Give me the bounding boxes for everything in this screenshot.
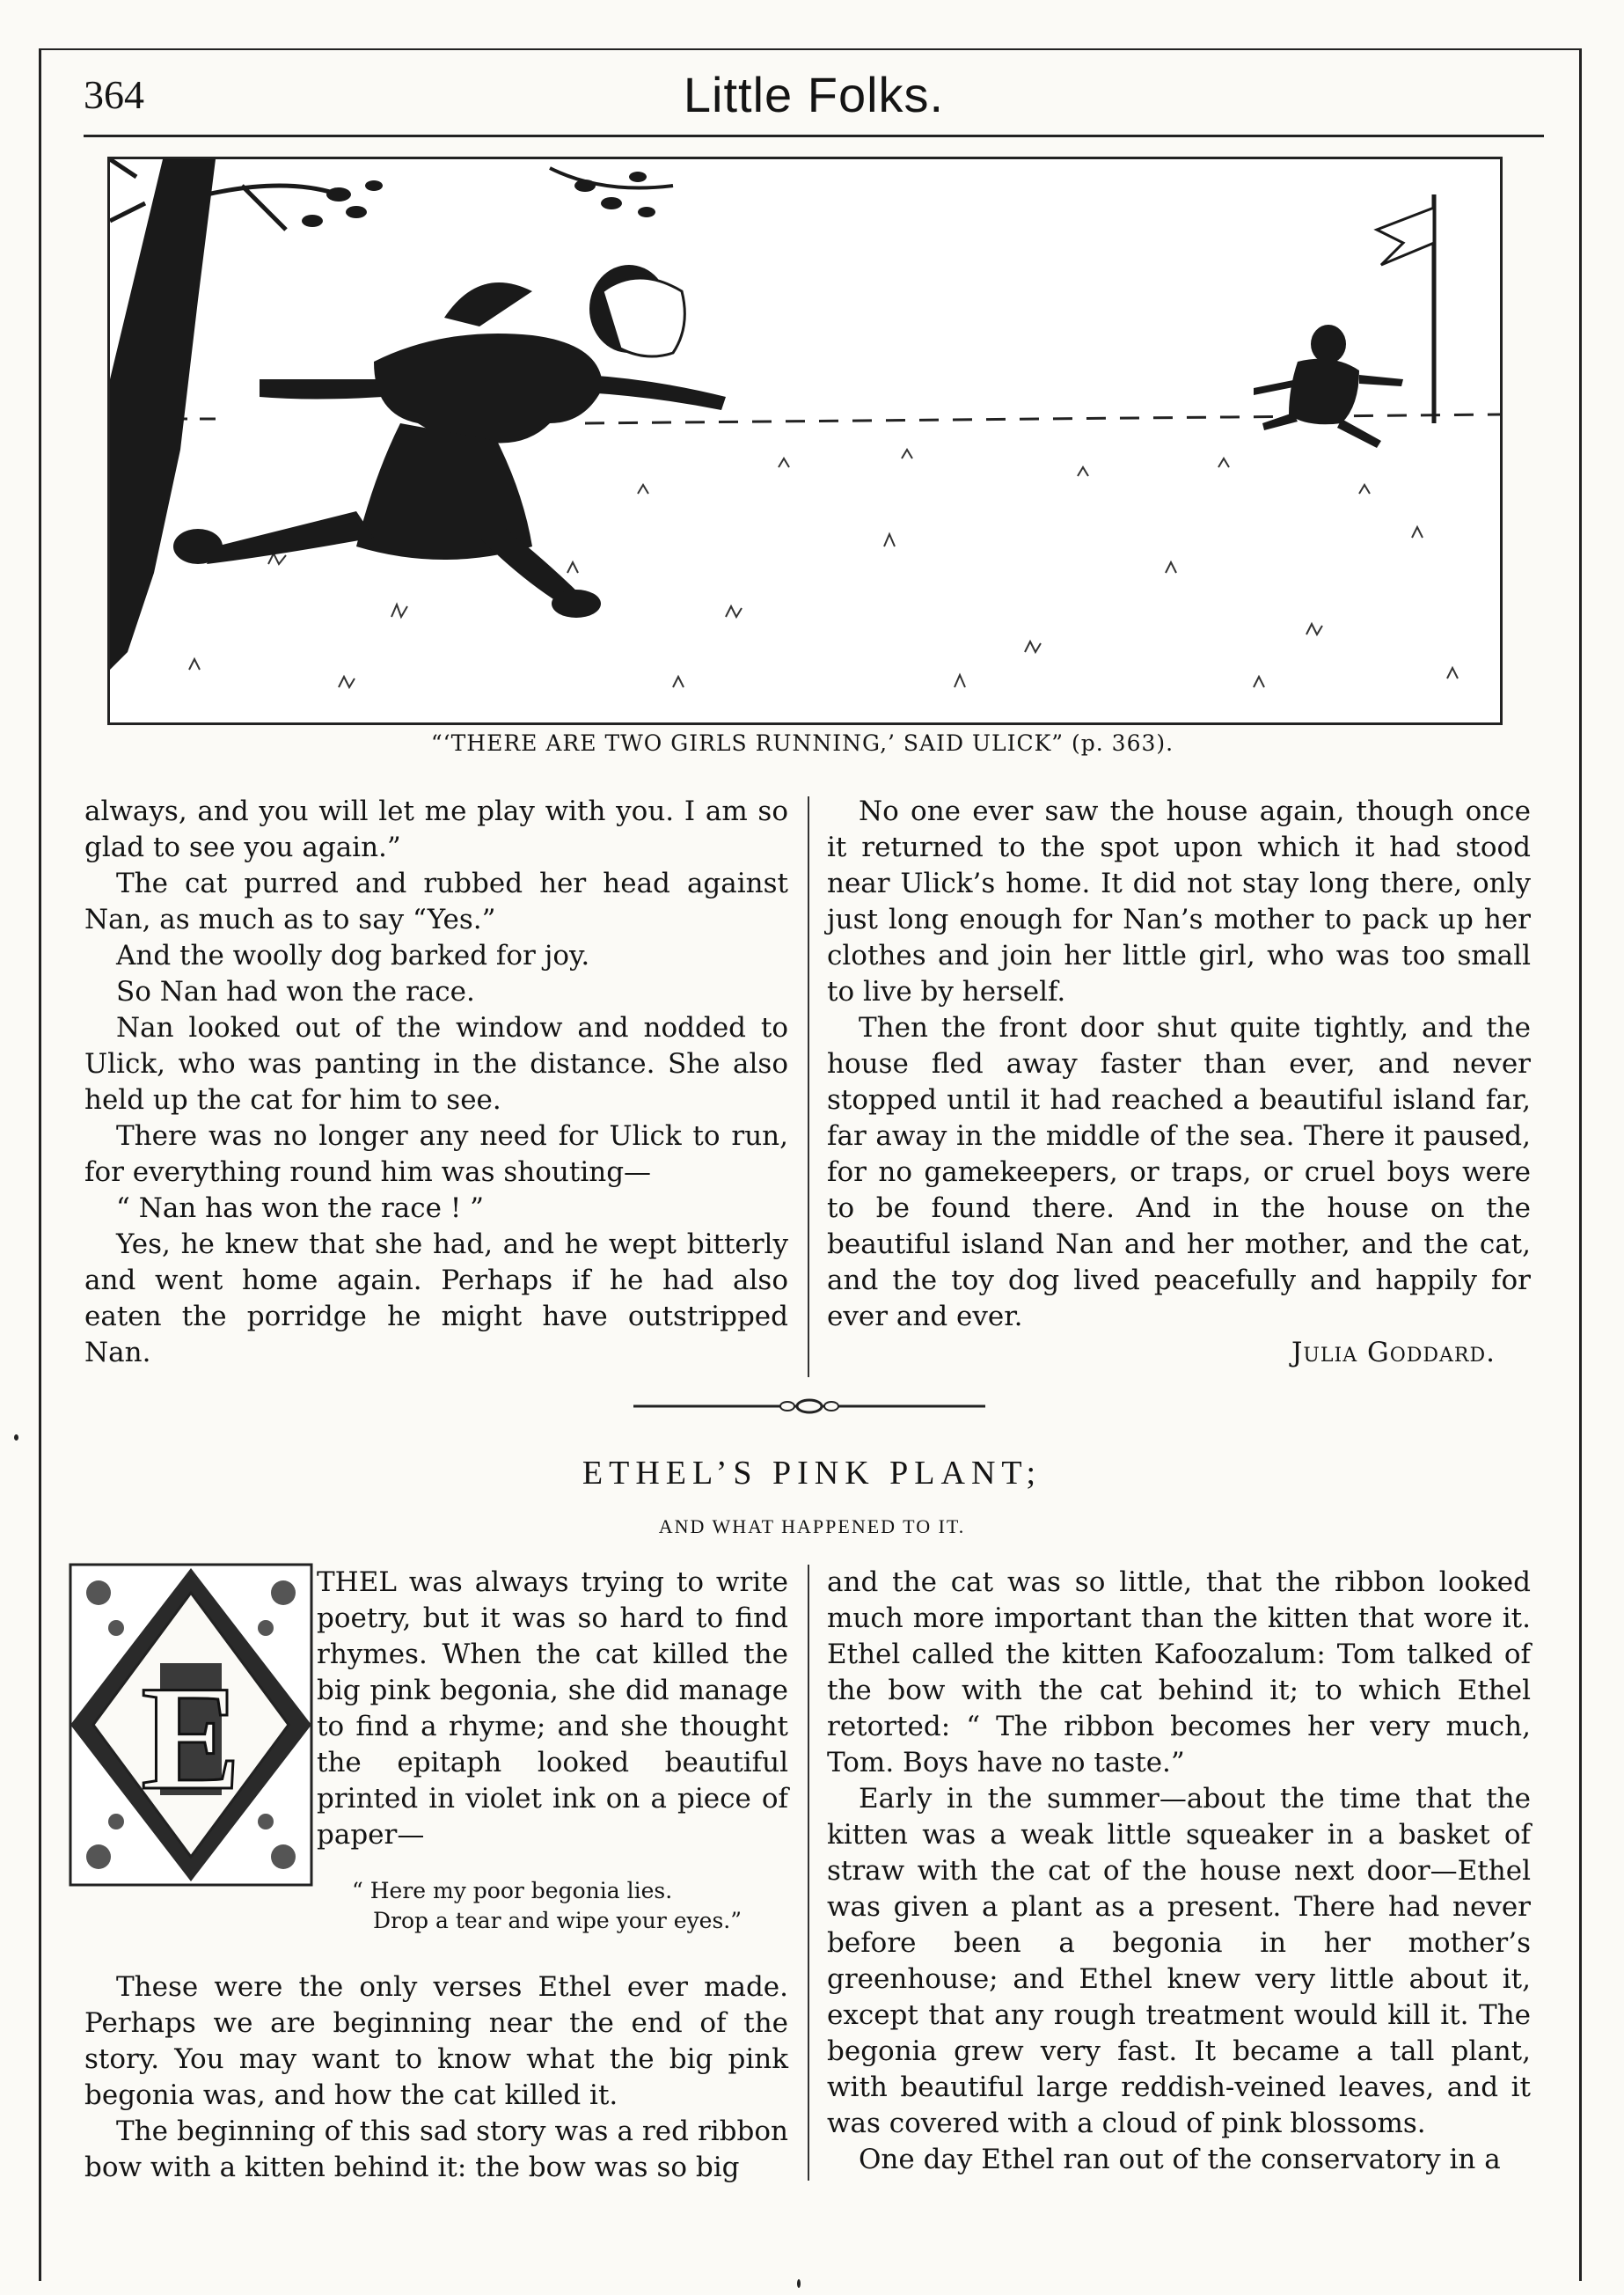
verse-line: “ Here my poor begonia lies. xyxy=(352,1878,673,1903)
paragraph: Then the front door shut quite tightly, and the house fled away faster than ever, and never stopped until it had reached a beautiful island far, far away in the middle of the sea. There it paused, for no gamekeepers, or traps, or cruel boys were to be found there. And in the house on the beautiful island Nan and her mother, and the cat, and the toy dog lived peacefully and happily for ever and ever. xyxy=(827,1012,1531,1332)
paragraph: The cat purred and rubbed her head against Nan, as much as to say “Yes.” xyxy=(84,868,788,935)
illustration-drawing xyxy=(110,159,1500,722)
author-name: Julia Goddard. xyxy=(1291,1337,1496,1368)
previous-story-right-column xyxy=(827,794,1531,1371)
print-speck xyxy=(797,2279,801,2288)
paragraph: always, and you will let me play with you. I am so glad to see you again.” xyxy=(84,796,788,863)
illustration-caption: “‘THERE ARE TWO GIRLS RUNNING,’ SAID ULICK” (p. 363). xyxy=(430,730,1174,756)
column-divider xyxy=(808,796,809,1377)
paragraph: Yes, he knew that she had, and he wept bitterly and went home again. Perhaps if he had also eaten the porridge he might have outstripped Nan. xyxy=(84,1228,788,1368)
paragraph: And the woolly dog barked for joy. xyxy=(116,940,590,972)
running-girls-illustration xyxy=(107,157,1503,725)
paragraph: Nan looked out of the window and nodded to Ulick, who was panting in the distance. She also held up the cat for him to see. xyxy=(84,1012,788,1116)
paragraph: The beginning of this sad story was a red ribbon bow with a kitten behind it: the bow was so big xyxy=(84,2115,788,2183)
author-signature xyxy=(827,1335,1531,1371)
opening-paragraph xyxy=(317,1565,788,1853)
paragraph: These were the only verses Ethel ever made. Perhaps we are beginning near the end of the story. You may want to know what the big pink begonia was, and how the cat killed it. xyxy=(84,1971,788,2111)
previous-story-left-column xyxy=(84,794,788,1371)
page-number: 364 xyxy=(84,72,144,117)
epitaph-verse xyxy=(352,1876,742,1936)
paragraph: One day Ethel ran out of the conservatory in a xyxy=(859,2144,1501,2175)
paragraph: Early in the summer—about the time that the kitten was a weak little squeaker in a basket of straw with the cat of the house next door—Ethel was given a plant as a present. There had never before been a begonia in her mother’s greenhouse; and Ethel knew very little about it, except that any rough treatment would kill it. The begonia grew very fast. It became a tall plant, with beautiful large reddish-veined leaves, and it was covered with a cloud of pink blossoms. xyxy=(827,1783,1531,2139)
paragraph: So Nan had won the race. xyxy=(116,976,475,1008)
story-title: ETHEL’S PINK PLANT; xyxy=(582,1455,1042,1492)
ornamental-divider xyxy=(633,1396,985,1417)
magazine-title: Little Folks. xyxy=(683,67,945,122)
column-divider xyxy=(808,1565,809,2181)
paragraph: There was no longer any need for Ulick to run, for everything round him was shouting— xyxy=(84,1120,788,1188)
story-subtitle: AND WHAT HAPPENED TO IT. xyxy=(658,1515,966,1537)
paragraph: and the cat was so little, that the ribbon looked much more important than the kitten that wore it. Ethel called the kitten Kafoozalum: Tom talked of the bow with the cat behind it; to which Ethel retorted: “ The ribbon becomes her very much, Tom. Boys have no taste.” xyxy=(827,1566,1531,1778)
new-story-left-column xyxy=(84,1969,788,2186)
drop-cap-letter: E xyxy=(141,1655,241,1821)
paragraph: No one ever saw the house again, though once it returned to the spot upon which it had stood near Ulick’s home. It did not stay long there, only just long enough for Nan’s mother to pack up her clothes and join her little girl, who was too small to live by herself. xyxy=(827,796,1531,1008)
paragraph: THEL was always trying to write poetry, but it was so hard to find rhymes. When the cat killed the big pink begonia, she did manage to find a rhyme; and she thought the epitaph looked beautiful printed in violet ink on a piece of paper— xyxy=(317,1566,788,1851)
paragraph: “ Nan has won the race ! ” xyxy=(116,1192,485,1224)
verse-line: Drop a tear and wipe your eyes.” xyxy=(373,1908,743,1933)
new-story-right-column xyxy=(827,1565,1531,2178)
decorated-drop-cap xyxy=(63,1558,318,1892)
page-header xyxy=(84,66,1544,137)
print-speck xyxy=(14,1434,18,1441)
